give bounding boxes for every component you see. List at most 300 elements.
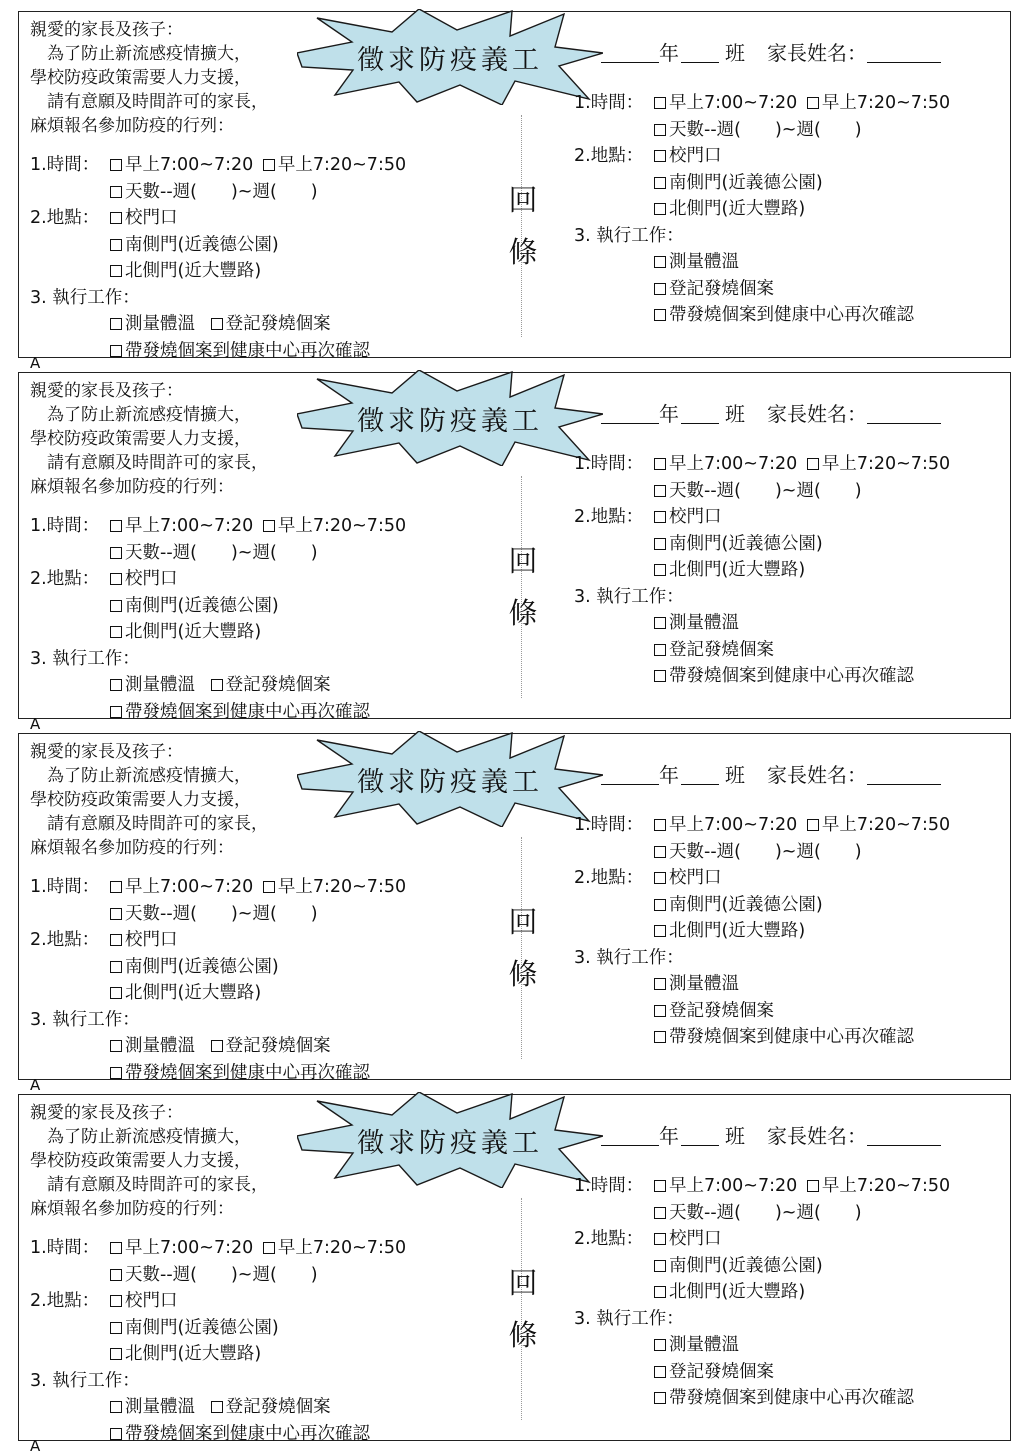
- letter-line: 親愛的家長及孩子：: [30, 20, 183, 40]
- checkbox[interactable]: [211, 1401, 223, 1413]
- task-row: [574, 302, 950, 329]
- reply-char: 回: [508, 544, 538, 578]
- time-option: 早上7:20~7:50: [821, 93, 951, 113]
- checkbox[interactable]: [110, 186, 122, 198]
- days-prefix: 天數--週(: [125, 542, 197, 563]
- checkbox[interactable]: [807, 819, 819, 831]
- place-row: [30, 927, 406, 954]
- place-option: 南側門(近義德公園): [669, 1255, 823, 1276]
- time-option: 早上7:20~7:50: [277, 155, 407, 175]
- task-option: 測量體溫: [669, 1335, 739, 1355]
- task-option: 登記發燒個案: [669, 1000, 774, 1021]
- checkbox[interactable]: [110, 212, 122, 224]
- place-option: 校門口: [125, 930, 178, 950]
- checkbox[interactable]: [654, 1180, 666, 1192]
- place-option: 南側門(近義德公園): [125, 234, 279, 255]
- section-mark: A: [30, 354, 41, 372]
- checkbox[interactable]: [654, 978, 666, 990]
- task-row: [30, 672, 406, 699]
- time-option: 早上7:00~7:20: [669, 1176, 798, 1196]
- task-row: [574, 584, 950, 611]
- checkbox[interactable]: [110, 573, 122, 585]
- task-option: 登記發燒個案: [225, 675, 331, 695]
- task-option: 帶發燒個案到健康中心再次確認: [125, 1062, 370, 1083]
- time-row: [30, 513, 406, 540]
- place-row: [30, 1341, 406, 1368]
- class-blank[interactable]: [681, 42, 719, 63]
- checkbox[interactable]: [654, 617, 666, 629]
- task-option: 帶發燒個案到健康中心再次確認: [125, 701, 370, 722]
- class-blank[interactable]: [681, 1125, 719, 1146]
- place-option: 北側門(近大豐路): [669, 560, 806, 580]
- task-option: 帶發燒個案到健康中心再次確認: [669, 305, 914, 325]
- place-row: [30, 258, 406, 285]
- checkbox[interactable]: [807, 458, 819, 470]
- checkbox[interactable]: [654, 124, 666, 136]
- task-option: 登記發燒個案: [225, 1397, 331, 1417]
- year-blank[interactable]: [601, 403, 659, 424]
- task-option: 登記發燒個案: [669, 278, 774, 299]
- class-blank[interactable]: [681, 764, 719, 785]
- parent-name-blank[interactable]: [867, 42, 941, 63]
- place-option: 北側門(近大豐路): [669, 199, 806, 219]
- reply-form: [574, 451, 950, 690]
- parent-name-label: 家長姓名：: [767, 1124, 867, 1148]
- checkbox[interactable]: [654, 485, 666, 497]
- letter-line: 學校防疫政策需要人力支援，: [30, 429, 251, 449]
- task-row: [30, 285, 406, 312]
- task-row: [574, 249, 950, 276]
- checkbox[interactable]: [110, 1428, 122, 1440]
- reply-char: 條: [508, 1318, 538, 1352]
- place-option: 北側門(近大豐路): [125, 622, 262, 642]
- parent-name-blank[interactable]: [867, 764, 941, 785]
- task-row: [574, 998, 950, 1025]
- days-end: ): [854, 841, 862, 862]
- checkbox[interactable]: [654, 283, 666, 295]
- checkbox[interactable]: [211, 318, 223, 330]
- checkbox[interactable]: [654, 564, 666, 576]
- banner-title: 徵求防疫義工: [357, 405, 543, 437]
- checkbox[interactable]: [211, 1040, 223, 1052]
- days-row: [574, 117, 950, 144]
- place-row: [574, 531, 950, 558]
- time-option: 早上7:00~7:20: [125, 516, 254, 536]
- days-middle: )~週(: [774, 480, 821, 501]
- checkbox[interactable]: [110, 1040, 122, 1052]
- left-form: [30, 874, 406, 1086]
- checkbox[interactable]: [263, 520, 275, 532]
- place-row: [574, 196, 950, 223]
- checkbox[interactable]: [110, 1295, 122, 1307]
- task-option: 登記發燒個案: [225, 314, 331, 334]
- place-row: [30, 619, 406, 646]
- checkbox[interactable]: [211, 679, 223, 691]
- reply-header: [601, 759, 941, 788]
- place-label: 2.地點：: [30, 1291, 100, 1311]
- place-option: 校門口: [669, 868, 722, 888]
- place-option: 校門口: [125, 1291, 178, 1311]
- letter-line: 請有意願及時間許可的家長，: [30, 814, 268, 834]
- volunteer-form-section: [18, 11, 1011, 361]
- time-option: 早上7:20~7:50: [821, 454, 951, 474]
- days-prefix: 天數--週(: [125, 903, 197, 924]
- days-prefix: 天數--週(: [669, 119, 741, 140]
- checkbox[interactable]: [807, 1180, 819, 1192]
- time-option: 早上7:20~7:50: [277, 516, 407, 536]
- days-row: [574, 1200, 950, 1227]
- task-row: [30, 646, 406, 673]
- time-option: 早上7:00~7:20: [669, 454, 798, 474]
- task-row: [574, 1306, 950, 1333]
- parent-name-label: 家長姓名：: [767, 763, 867, 787]
- checkbox[interactable]: [110, 318, 122, 330]
- task-row: [574, 276, 950, 303]
- parent-name-blank[interactable]: [867, 403, 941, 424]
- days-end: ): [854, 480, 862, 501]
- time-row: [574, 812, 950, 839]
- letter-text: [30, 740, 268, 860]
- place-option: 校門口: [125, 208, 178, 228]
- place-option: 南側門(近義德公園): [669, 894, 823, 915]
- task-label: 3. 執行工作：: [30, 648, 140, 669]
- reply-slip-label: [505, 535, 541, 639]
- checkbox[interactable]: [654, 1233, 666, 1245]
- task-row: [30, 1060, 406, 1087]
- checkbox[interactable]: [110, 1401, 122, 1413]
- place-option: 校門口: [669, 1229, 722, 1249]
- days-middle: )~週(: [230, 181, 277, 202]
- days-middle: )~週(: [230, 542, 277, 563]
- checkbox[interactable]: [654, 1260, 666, 1272]
- checkbox[interactable]: [110, 934, 122, 946]
- checkbox[interactable]: [110, 1067, 122, 1079]
- days-end: ): [310, 181, 318, 202]
- checkbox[interactable]: [110, 679, 122, 691]
- letter-line: 麻煩報名參加防疫的行列：: [30, 838, 234, 858]
- place-option: 南側門(近義德公園): [125, 956, 279, 977]
- checkbox[interactable]: [110, 265, 122, 277]
- place-option: 南側門(近義德公園): [669, 533, 823, 554]
- time-row: [574, 90, 950, 117]
- checkbox[interactable]: [110, 159, 122, 171]
- place-option: 北側門(近大豐路): [125, 261, 262, 281]
- task-option: 帶發燒個案到健康中心再次確認: [125, 340, 370, 361]
- checkbox[interactable]: [654, 203, 666, 215]
- task-row: [574, 1385, 950, 1412]
- task-option: 測量體溫: [125, 1397, 195, 1417]
- time-label: 1.時間：: [574, 454, 644, 474]
- checkbox[interactable]: [654, 872, 666, 884]
- volunteer-form-section: [18, 1094, 1011, 1444]
- place-option: 校門口: [669, 507, 722, 527]
- checkbox[interactable]: [654, 97, 666, 109]
- time-row: [574, 451, 950, 478]
- days-end: ): [310, 1264, 318, 1285]
- letter-line: 請有意願及時間許可的家長，: [30, 453, 268, 473]
- parent-name-label: 家長姓名：: [767, 402, 867, 426]
- time-option: 早上7:20~7:50: [821, 1176, 951, 1196]
- checkbox[interactable]: [654, 538, 666, 550]
- reply-char: 回: [508, 183, 538, 217]
- checkbox[interactable]: [110, 987, 122, 999]
- place-row: [574, 1226, 950, 1253]
- reply-slip-label: [505, 1257, 541, 1361]
- place-row: [30, 954, 406, 981]
- letter-line: 親愛的家長及孩子：: [30, 1103, 183, 1123]
- checkbox[interactable]: [110, 881, 122, 893]
- year-blank[interactable]: [601, 42, 659, 63]
- letter-text: [30, 1101, 268, 1221]
- checkbox[interactable]: [110, 1348, 122, 1360]
- task-option: 登記發燒個案: [669, 639, 774, 660]
- time-option: 早上7:20~7:50: [821, 815, 951, 835]
- place-row: [30, 205, 406, 232]
- reply-header: [601, 37, 941, 66]
- days-row: [30, 179, 406, 206]
- task-row: [30, 1368, 406, 1395]
- task-row: [574, 223, 950, 250]
- checkbox[interactable]: [654, 846, 666, 858]
- days-end: ): [854, 119, 862, 140]
- letter-line: 麻煩報名參加防疫的行列：: [30, 116, 234, 136]
- days-end: ): [854, 1202, 862, 1223]
- checkbox[interactable]: [110, 706, 122, 718]
- section-mark: A: [30, 1437, 41, 1455]
- time-option: 早上7:00~7:20: [125, 1238, 254, 1258]
- checkbox[interactable]: [654, 925, 666, 937]
- checkbox[interactable]: [263, 159, 275, 171]
- task-label: 3. 執行工作：: [574, 947, 684, 968]
- reply-header: [601, 398, 941, 427]
- checkbox[interactable]: [654, 177, 666, 189]
- place-option: 南側門(近義德公園): [669, 172, 823, 193]
- task-option: 測量體溫: [125, 1036, 195, 1056]
- letter-line: 為了防止新流感疫情擴大，: [30, 766, 251, 786]
- time-label: 1.時間：: [30, 155, 100, 175]
- task-option: 測量體溫: [669, 613, 739, 633]
- reply-form: [574, 1173, 950, 1412]
- days-prefix: 天數--週(: [125, 1264, 197, 1285]
- days-prefix: 天數--週(: [669, 841, 741, 862]
- task-row: [574, 1332, 950, 1359]
- reply-header: [601, 1120, 941, 1149]
- place-label: 2.地點：: [574, 507, 644, 527]
- task-row: [574, 945, 950, 972]
- checkbox[interactable]: [654, 256, 666, 268]
- volunteer-form-section: [18, 372, 1011, 722]
- time-row: [30, 152, 406, 179]
- reply-form: [574, 90, 950, 329]
- checkbox[interactable]: [110, 345, 122, 357]
- task-row: [30, 1007, 406, 1034]
- task-option: 帶發燒個案到健康中心再次確認: [669, 666, 914, 686]
- task-row: [30, 338, 406, 365]
- task-row: [30, 1033, 406, 1060]
- letter-line: 親愛的家長及孩子：: [30, 381, 183, 401]
- task-row: [30, 1421, 406, 1448]
- letter-line: 請有意願及時間許可的家長，: [30, 92, 268, 112]
- letter-line: 學校防疫政策需要人力支援，: [30, 1151, 251, 1171]
- year-label: 年: [659, 763, 679, 787]
- letter-line: 為了防止新流感疫情擴大，: [30, 44, 251, 64]
- year-blank[interactable]: [601, 764, 659, 785]
- time-label: 1.時間：: [574, 1176, 644, 1196]
- year-label: 年: [659, 41, 679, 65]
- task-row: [30, 311, 406, 338]
- place-option: 北側門(近大豐路): [669, 921, 806, 941]
- section-mark: A: [30, 1076, 41, 1094]
- checkbox[interactable]: [654, 150, 666, 162]
- place-label: 2.地點：: [574, 868, 644, 888]
- days-row: [30, 1262, 406, 1289]
- checkbox[interactable]: [654, 1339, 666, 1351]
- place-row: [574, 557, 950, 584]
- letter-text: [30, 379, 268, 499]
- days-prefix: 天數--週(: [669, 480, 741, 501]
- reply-char: 條: [508, 596, 538, 630]
- checkbox[interactable]: [654, 511, 666, 523]
- time-row: [30, 874, 406, 901]
- days-middle: )~週(: [774, 841, 821, 862]
- checkbox[interactable]: [263, 1242, 275, 1254]
- task-option: 帶發燒個案到健康中心再次確認: [669, 1027, 914, 1047]
- banner-title: 徵求防疫義工: [357, 766, 543, 798]
- volunteer-form-section: [18, 733, 1011, 1083]
- checkbox[interactable]: [654, 1286, 666, 1298]
- task-option: 帶發燒個案到健康中心再次確認: [669, 1388, 914, 1408]
- place-row: [30, 1315, 406, 1342]
- place-option: 北側門(近大豐路): [125, 1344, 262, 1364]
- checkbox[interactable]: [654, 1207, 666, 1219]
- task-option: 登記發燒個案: [669, 1361, 774, 1382]
- class-blank[interactable]: [681, 403, 719, 424]
- letter-line: 學校防疫政策需要人力支援，: [30, 790, 251, 810]
- task-label: 3. 執行工作：: [30, 287, 140, 308]
- days-prefix: 天數--週(: [669, 1202, 741, 1223]
- left-form: [30, 1235, 406, 1447]
- left-form: [30, 152, 406, 364]
- task-label: 3. 執行工作：: [574, 1308, 684, 1329]
- parent-name-blank[interactable]: [867, 1125, 941, 1146]
- checkbox[interactable]: [654, 644, 666, 656]
- checkbox[interactable]: [110, 908, 122, 920]
- letter-text: [30, 18, 268, 138]
- days-middle: )~週(: [230, 903, 277, 924]
- letter-line: 請有意願及時間許可的家長，: [30, 1175, 268, 1195]
- letter-line: 麻煩報名參加防疫的行列：: [30, 1199, 234, 1219]
- checkbox[interactable]: [654, 1005, 666, 1017]
- place-row: [574, 504, 950, 531]
- reply-char: 條: [508, 235, 538, 269]
- time-label: 1.時間：: [574, 815, 644, 835]
- class-label: 班: [725, 763, 745, 787]
- task-row: [574, 1024, 950, 1051]
- place-row: [574, 170, 950, 197]
- task-row: [30, 699, 406, 726]
- task-option: 測量體溫: [669, 974, 739, 994]
- class-label: 班: [725, 41, 745, 65]
- time-option: 早上7:00~7:20: [669, 815, 798, 835]
- checkbox[interactable]: [110, 1242, 122, 1254]
- time-label: 1.時間：: [574, 93, 644, 113]
- task-row: [574, 971, 950, 998]
- reply-char: 條: [508, 957, 538, 991]
- checkbox[interactable]: [110, 961, 122, 973]
- checkbox[interactable]: [110, 1269, 122, 1281]
- task-row: [574, 1359, 950, 1386]
- checkbox[interactable]: [654, 1392, 666, 1404]
- checkbox[interactable]: [110, 626, 122, 638]
- days-row: [30, 901, 406, 928]
- checkbox[interactable]: [654, 309, 666, 321]
- place-option: 北側門(近大豐路): [125, 983, 262, 1003]
- checkbox[interactable]: [110, 520, 122, 532]
- place-label: 2.地點：: [574, 1229, 644, 1249]
- place-row: [574, 918, 950, 945]
- task-row: [30, 1394, 406, 1421]
- checkbox[interactable]: [654, 670, 666, 682]
- checkbox[interactable]: [110, 600, 122, 612]
- place-row: [574, 143, 950, 170]
- task-row: [574, 663, 950, 690]
- time-label: 1.時間：: [30, 877, 100, 897]
- letter-line: 為了防止新流感疫情擴大，: [30, 1127, 251, 1147]
- letter-line: 為了防止新流感疫情擴大，: [30, 405, 251, 425]
- year-label: 年: [659, 402, 679, 426]
- checkbox[interactable]: [110, 547, 122, 559]
- class-label: 班: [725, 1124, 745, 1148]
- task-label: 3. 執行工作：: [30, 1370, 140, 1391]
- reply-slip-label: [505, 174, 541, 278]
- checkbox[interactable]: [807, 97, 819, 109]
- checkbox[interactable]: [654, 819, 666, 831]
- time-row: [574, 1173, 950, 1200]
- time-option: 早上7:00~7:20: [125, 155, 254, 175]
- days-row: [574, 478, 950, 505]
- reply-form: [574, 812, 950, 1051]
- left-form: [30, 513, 406, 725]
- task-label: 3. 執行工作：: [574, 225, 684, 246]
- reply-char: 回: [508, 905, 538, 939]
- checkbox[interactable]: [263, 881, 275, 893]
- time-option: 早上7:00~7:20: [669, 93, 798, 113]
- place-row: [30, 566, 406, 593]
- letter-line: 學校防疫政策需要人力支援，: [30, 68, 251, 88]
- checkbox[interactable]: [654, 899, 666, 911]
- task-option: 測量體溫: [125, 314, 195, 334]
- banner-title: 徵求防疫義工: [357, 44, 543, 76]
- days-middle: )~週(: [230, 1264, 277, 1285]
- task-row: [574, 637, 950, 664]
- place-option: 校門口: [125, 569, 178, 589]
- task-option: 測量體溫: [125, 675, 195, 695]
- days-end: ): [310, 903, 318, 924]
- reply-char: 回: [508, 1266, 538, 1300]
- checkbox[interactable]: [110, 1322, 122, 1334]
- time-label: 1.時間：: [30, 516, 100, 536]
- task-option: 帶發燒個案到健康中心再次確認: [125, 1423, 370, 1444]
- days-middle: )~週(: [774, 1202, 821, 1223]
- checkbox[interactable]: [110, 239, 122, 251]
- checkbox[interactable]: [654, 1366, 666, 1378]
- days-end: ): [310, 542, 318, 563]
- checkbox[interactable]: [654, 1031, 666, 1043]
- year-blank[interactable]: [601, 1125, 659, 1146]
- task-option: 測量體溫: [669, 252, 739, 272]
- place-row: [30, 980, 406, 1007]
- checkbox[interactable]: [654, 458, 666, 470]
